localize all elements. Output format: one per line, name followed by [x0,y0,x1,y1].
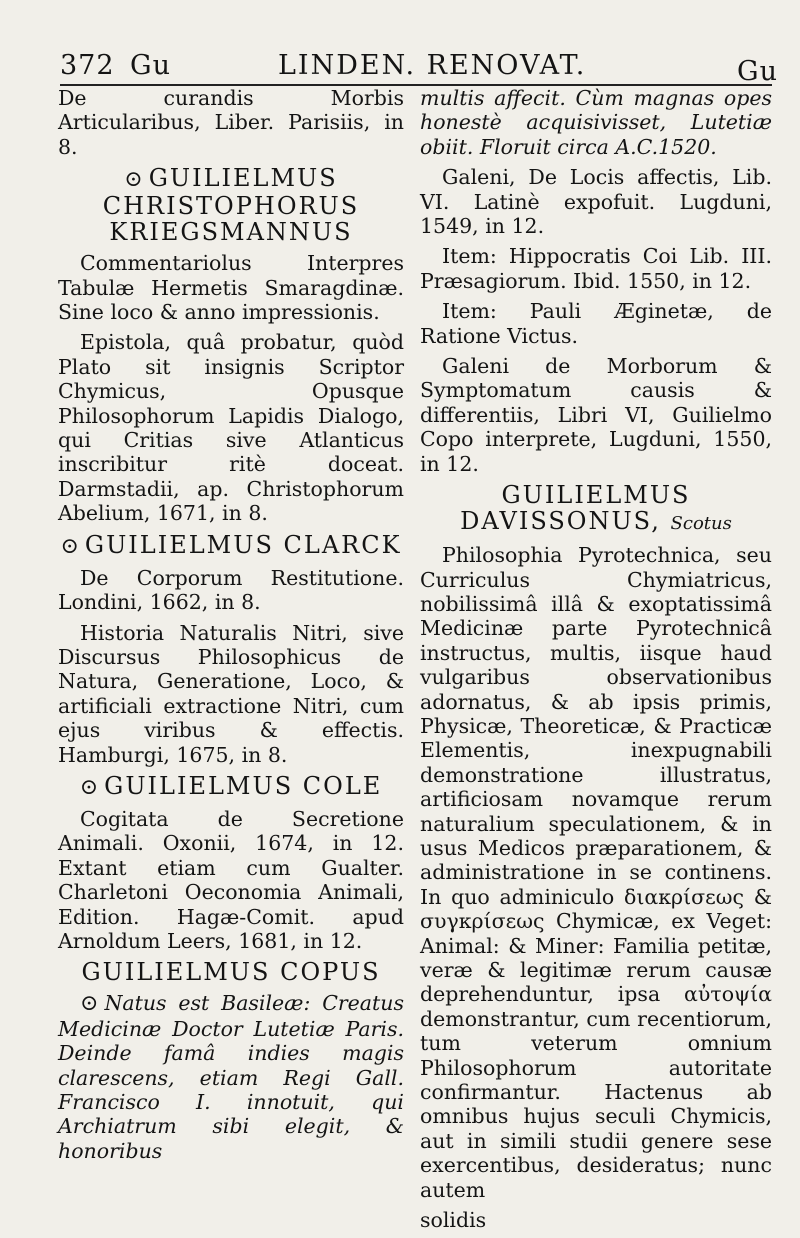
bibliographic-entry: Commentariolus Interpres Tabulæ Hermetis Smaragdinæ. Sine loco & anno impressionis. [58,251,404,325]
bibliographic-entry: Epistola, quâ probatur, quòd Plato sit insignis Scriptor Chymicus, Opusque Philosophorum Lapidis Dialogo, qui Critias sive Atlanticus inscribitur ritè doceat. Darmstadii, ap. Christophorum Abelium, 1671, in 8. [58,330,404,526]
bibliographic-entry: De Corporum Restitutione. Londini, 1662, in 8. [58,565,404,615]
author-heading [58,532,404,560]
author-heading [58,165,404,245]
running-header [60,48,778,88]
biography-text: Natus est Basileæ: Creatus Medicinæ Doctor Lutetiæ Paris. Deinde famâ indies magis clarescens, etiam Regi Gall. Francisco I. innotuit, qui Archiatrum sibi elegit, & honoribus [58,991,404,1163]
catchword: solidis [420,1208,487,1233]
circle-dot-mark: ⊙ [124,167,143,193]
author-origin: Scotus [670,513,732,535]
continued-biography: multis affecit. Cùm magnas opes honestè acquisivisset, Lutetiæ obiit. Floruit circa A.C.1520. [420,86,772,159]
author-heading [420,482,772,537]
bibliographic-entry: Philosophia Pyrotechnica, seu Curriculus Chymiatricus, nobilissimâ illâ & exoptatissimâ Medicinæ parte Pyrotechnicâ instructus, multis, iisque haud vulgaribus observationibus adornatus, & ab ipsis primis, Physicæ, Theoreticæ, & Practicæ Elementis, inexpugnabili demonstratione illustratus, artificiosam novamque rerum naturalium speculationem, & in usus Medicos præparationem, & administratione in se continens. In quo adminiculo διακρίσεως & συγκρίσεως Chymicæ, ex Veget: Animal: & Miner: Familia petitæ, veræ & legitimæ rerum causæ deprehenduntur, ipsa αὐτοψία demonstrantur, cum recentiorum, tum veterum omnium Philosophorum autoritate confirmantur. Hactenus ab omnibus hujus seculi Chymicis, aut in simili studii genere sese exercentibus, desideratus; nunc autem [420,543,772,1202]
bibliographic-entry: Item: Hippocratis Coi Lib. III. Præsagiorum. Ibid. 1550, in 12. [420,244,772,293]
continued-entry: De curandis Morbis Articularibus, Liber. Parisiis, in 8. [58,86,404,159]
bibliographic-entry: Historia Naturalis Nitri, sive Discursus Philosophicus de Natura, Generatione, Loco, & artificiali extractione Nitri, cum ejus viribus & effectis. Hamburgi, 1675, in 8. [58,620,404,767]
bibliographic-entry: Galeni, De Locis affectis, Lib. VI. Latinè expofuit. Lugduni, 1549, in 12. [420,165,772,239]
circle-dot-mark: ⊙ [60,533,79,559]
author-heading [58,773,404,801]
right-catchword: Gu [737,56,778,87]
left-catchword: Gu [130,50,171,81]
page-number: 372 [60,50,115,81]
biography-entry [58,991,404,1163]
circle-dot-mark: ⊙ [79,774,99,800]
author-name: GUILIELMUS CHRISTOPHORUS KRIEGSMANNUS [102,164,360,247]
running-title: LINDEN. RENOVAT. [278,50,587,81]
author-name: GUILIELMUS COPUS [81,958,381,987]
author-heading [58,959,404,985]
author-name: GUILIELMUS DAVISSONUS, [460,481,691,536]
bibliographic-entry: Item: Pauli Æginetæ, de Ratione Victus. [420,299,772,348]
right-column [420,86,772,1238]
left-column [58,86,404,1169]
bibliographic-entry: Cogitata de Secretione Animali. Oxonii, 1674, in 12. Extant etiam cum Gualter. Charletoni Oeconomia Animali, Edition. Hagæ-Comit. apud Arnoldum Leers, 1681, in 12. [58,806,404,953]
circle-dot-mark: ⊙ [80,991,99,1017]
bibliographic-entry: Galeni de Morborum & Symptomatum causis & differentiis, Libri VI, Guilielmo Copo interprete, Lugduni, 1550, in 12. [420,354,772,476]
author-name: GUILIELMUS CLARCK [84,530,402,559]
author-name: GUILIELMUS COLE [104,771,383,800]
